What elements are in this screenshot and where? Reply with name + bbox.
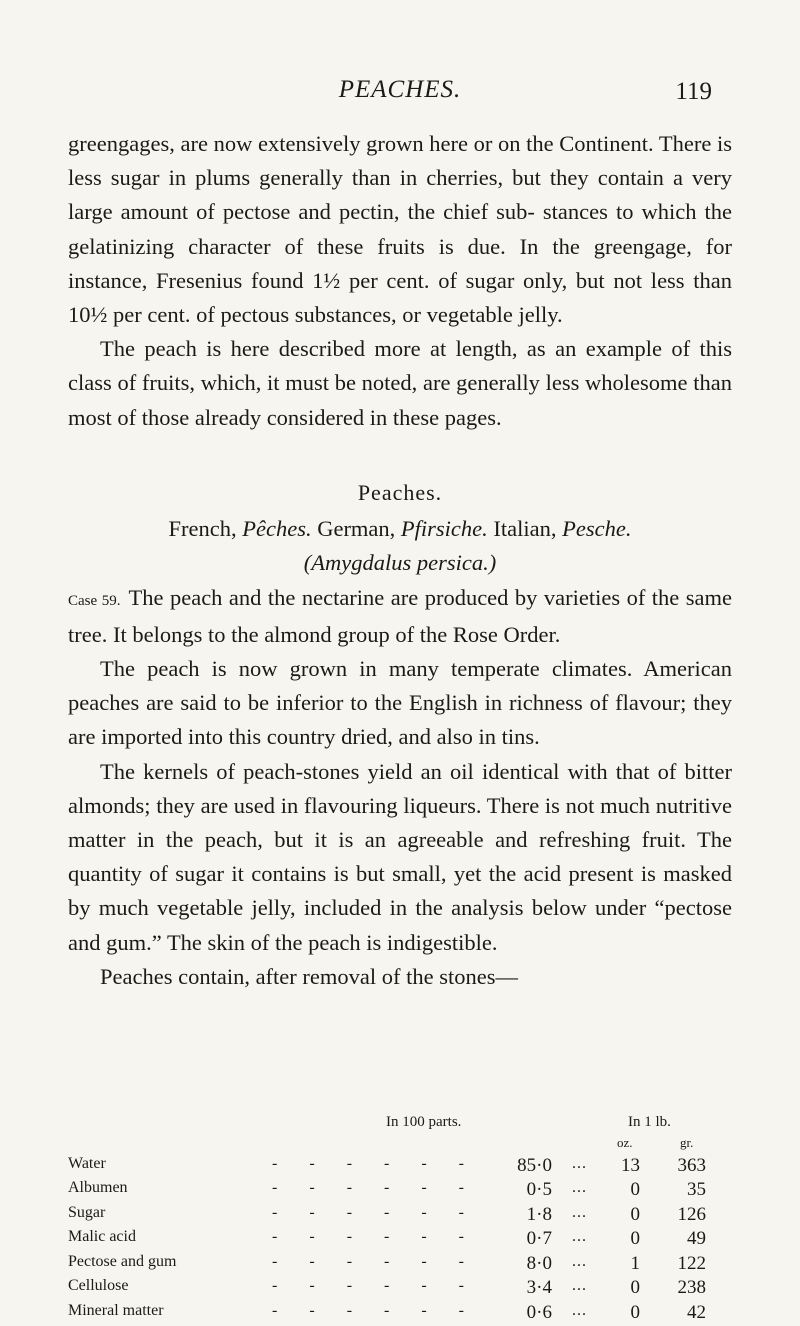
row-leader: ...	[572, 1228, 587, 1246]
body-text-top	[68, 127, 732, 435]
unit-gr: gr.	[680, 1135, 693, 1151]
row-leader: ...	[572, 1277, 587, 1295]
row-percent: 3·4	[492, 1277, 552, 1299]
name-french: Pêches.	[242, 516, 311, 541]
label-french: French,	[169, 516, 243, 541]
row-label: Sugar	[68, 1204, 105, 1222]
row-label: Malic acid	[68, 1228, 136, 1246]
row-label: Cellulose	[68, 1277, 128, 1295]
unit-oz: oz.	[617, 1135, 633, 1151]
row-percent: 8·0	[492, 1253, 552, 1275]
row-leader: ...	[572, 1302, 587, 1320]
paragraph-climates: The peach is now grown in many temperate climates. American peaches are said to be inferior to the English in richness of flavour; they are imported into this country dried, and also in tins.	[68, 652, 732, 755]
row-percent: 1·8	[492, 1204, 552, 1226]
row-ounces: 0	[616, 1228, 640, 1250]
row-dash-leader: - - - - - -	[68, 1155, 478, 1173]
table-units	[68, 1135, 732, 1155]
paragraph-peach-intro: The peach is here described more at length, as an example of this class of fruits, which, it must be noted, are generally less wholesome than most of those already considered in these pages.	[68, 332, 732, 435]
composition-table	[68, 1114, 732, 1326]
paragraph-varieties-text: The peach and the nectarine are produced by varieties of the same tree. It belongs to the almond group of the Rose Order.	[68, 585, 732, 647]
name-italian: Pesche.	[562, 516, 631, 541]
name-german: Pfirsiche.	[401, 516, 488, 541]
row-label: Albumen	[68, 1179, 128, 1197]
row-grains: 363	[662, 1155, 706, 1177]
row-grains: 122	[662, 1253, 706, 1275]
row-percent: 0·6	[492, 1302, 552, 1324]
running-title: PEACHES.	[0, 76, 800, 104]
row-label: Pectose and gum	[68, 1253, 176, 1271]
paragraph-varieties	[68, 581, 732, 652]
row-leader: ...	[572, 1253, 587, 1271]
row-percent: 0·7	[492, 1228, 552, 1250]
table-row	[68, 1228, 732, 1253]
label-italian: Italian,	[488, 516, 562, 541]
row-grains: 42	[662, 1302, 706, 1324]
row-dash-leader: - - - - - -	[68, 1204, 478, 1222]
table-row	[68, 1302, 732, 1326]
table-row	[68, 1277, 732, 1302]
table-row	[68, 1155, 732, 1180]
table-row	[68, 1204, 732, 1229]
section-heading: Peaches.	[68, 476, 732, 510]
row-dash-leader: - - - - - -	[68, 1277, 478, 1295]
section-peaches	[68, 476, 732, 994]
common-names	[68, 512, 732, 546]
row-grains: 35	[662, 1179, 706, 1201]
row-percent: 0·5	[492, 1179, 552, 1201]
row-ounces: 13	[616, 1155, 640, 1177]
row-grains: 238	[662, 1277, 706, 1299]
latin-name: (Amygdalus persica.)	[68, 546, 732, 580]
row-dash-leader: - - - - - -	[68, 1179, 478, 1197]
row-leader: ...	[572, 1179, 587, 1197]
row-leader: ...	[572, 1155, 587, 1173]
row-ounces: 0	[616, 1302, 640, 1324]
row-dash-leader: - - - - - -	[68, 1228, 478, 1246]
table-row	[68, 1179, 732, 1204]
page-number: 119	[675, 78, 712, 106]
row-ounces: 0	[616, 1204, 640, 1226]
row-ounces: 0	[616, 1277, 640, 1299]
table-body	[68, 1155, 732, 1326]
row-dash-leader: - - - - - -	[68, 1302, 478, 1320]
row-percent: 85·0	[492, 1155, 552, 1177]
row-dash-leader: - - - - - -	[68, 1253, 478, 1271]
table-row	[68, 1253, 732, 1278]
row-ounces: 1	[616, 1253, 640, 1275]
row-ounces: 0	[616, 1179, 640, 1201]
row-leader: ...	[572, 1204, 587, 1222]
row-label: Water	[68, 1155, 106, 1173]
label-german: German,	[312, 516, 401, 541]
row-label: Mineral matter	[68, 1302, 164, 1320]
paragraph-greengages: greengages, are now extensively grown here or on the Continent. There is less sugar in plums generally than in cherries, but they contain a very large amount of pectose and pectin, the chief sub- stances to which the gelatinizing character of these fruits is due. In the greengage, for instance, Fresenius found 1½ per cent. of sugar only, but not less than 10½ per cent. of pectous substances, or vegetable jelly.	[68, 127, 732, 332]
col-header-parts: In 100 parts.	[386, 1114, 461, 1131]
row-grains: 126	[662, 1204, 706, 1226]
case-reference: Case 59.	[68, 593, 121, 609]
page-header	[0, 76, 800, 116]
paragraph-contents: Peaches contain, after removal of the stones—	[68, 960, 732, 994]
row-grains: 49	[662, 1228, 706, 1250]
paragraph-kernels: The kernels of peach-stones yield an oil identical with that of bitter almonds; they are used in flavouring liqueurs. There is not much nutritive matter in the peach, but it is an agreeable and refreshing fruit. The quantity of sugar it contains is but small, yet the acid present is masked by much vegetable jelly, included in the analysis below under “pectose and gum.” The skin of the peach is indigestible.	[68, 755, 732, 960]
col-header-lb: In 1 lb.	[628, 1114, 671, 1131]
